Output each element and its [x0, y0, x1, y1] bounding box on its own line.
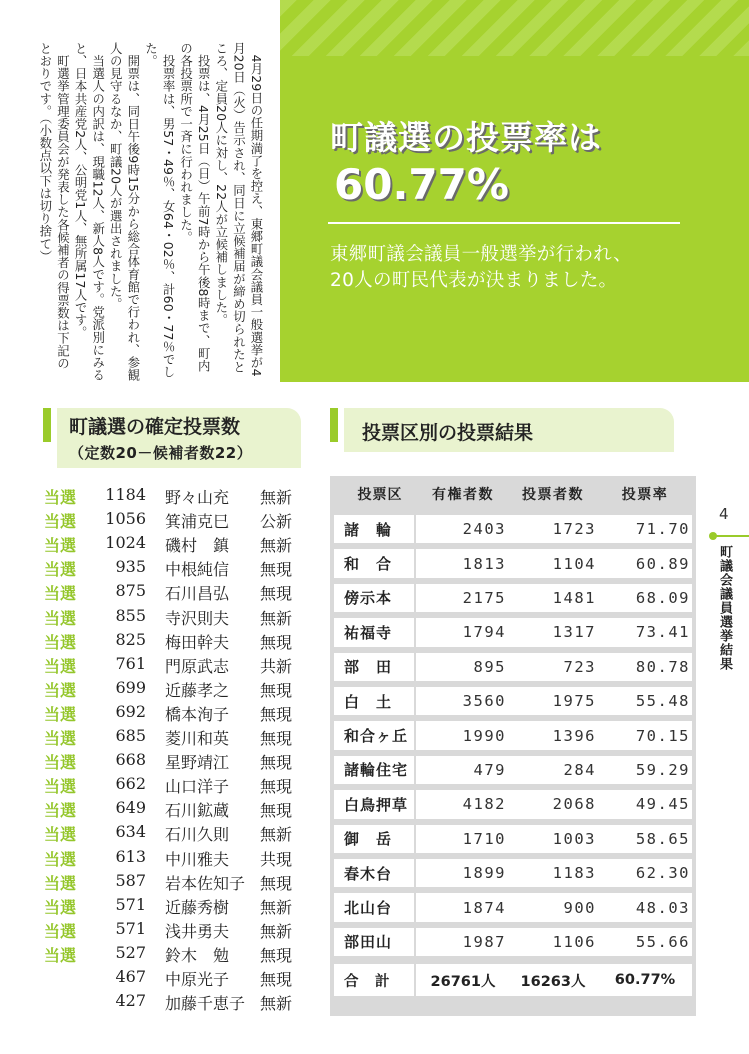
candidate-row — [0, 485, 330, 509]
table-row — [330, 615, 696, 649]
affiliation: 無新 — [260, 994, 293, 1014]
elected-mark: 当選 — [44, 704, 77, 724]
candidate-row — [0, 654, 330, 678]
vote-count: 692 — [115, 701, 146, 721]
district-name: 諸輪住宅 — [344, 761, 409, 780]
district-name: 祐福寺 — [344, 623, 393, 642]
candidates-heading — [43, 402, 301, 468]
vote-count: 1056 — [105, 509, 146, 529]
vote-count: 1184 — [105, 485, 146, 504]
affiliation: 無現 — [260, 584, 293, 604]
vote-count: 875 — [115, 581, 146, 601]
candidate-name: 中原光子 — [165, 970, 230, 989]
elected-mark: 当選 — [44, 753, 77, 773]
vote-count: 825 — [115, 629, 146, 649]
candidate-name: 近藤孝之 — [165, 680, 230, 700]
candidate-name: 浅井勇夫 — [165, 921, 230, 941]
district-name: 北山台 — [344, 899, 393, 918]
candidate-name: 岩本佐知子 — [165, 873, 246, 893]
candidate-name: 橋本洵子 — [165, 704, 230, 724]
voters: 2068 — [552, 795, 596, 814]
table-row — [330, 856, 696, 890]
voters: 1975 — [552, 692, 596, 711]
eligible-voters: 1874 — [462, 898, 506, 917]
turnout-rate: 60.89 — [635, 554, 690, 573]
elected-mark: 当選 — [44, 560, 77, 580]
elected-mark: 当選 — [44, 656, 77, 676]
candidates-subtitle: （定数20－候補者数22） — [69, 444, 253, 462]
elected-mark: 当選 — [44, 945, 77, 965]
voters: 1003 — [552, 829, 596, 848]
eligible-voters: 895 — [473, 657, 506, 676]
intro-paragraph: 4月29日の任期満了を控え、東郷町議会議員一般選挙が4月20日（火）告示され、同日に立候補届が締め切られたところ、定員20人に対し、22人が立候補しました。 — [213, 42, 264, 377]
voters: 1183 — [552, 864, 596, 883]
turnout-rate: 55.48 — [635, 692, 690, 711]
affiliation: 無新 — [260, 608, 293, 628]
candidate-row — [0, 606, 330, 630]
district-name: 御 岳 — [344, 830, 393, 849]
candidate-row — [0, 798, 330, 822]
vote-count: 761 — [115, 653, 146, 673]
district-name: 部田山 — [344, 933, 393, 952]
elected-mark: 当選 — [44, 632, 77, 652]
voters: 900 — [563, 898, 596, 917]
affiliation: 無現 — [260, 970, 293, 989]
district-name: 和合ヶ丘 — [344, 727, 409, 746]
candidate-row — [0, 726, 330, 750]
table-header-cell: 投票者数 — [522, 487, 584, 503]
side-tab-label: 町議会議員選挙結果 — [717, 545, 732, 671]
eligible-voters: 1794 — [462, 623, 506, 642]
affiliation: 共新 — [260, 656, 293, 676]
page-number: 4 — [719, 505, 729, 523]
elected-mark: 当選 — [44, 729, 77, 748]
elected-mark: 当選 — [44, 680, 77, 700]
elected-mark: 当選 — [44, 921, 77, 941]
district-name: 和 合 — [344, 555, 393, 574]
table-row — [330, 925, 696, 959]
voters: 1723 — [552, 520, 596, 539]
candidate-name: 加藤千恵子 — [165, 994, 246, 1014]
affiliation: 無現 — [260, 632, 293, 652]
affiliation: 公新 — [260, 512, 293, 532]
candidate-name: 箕浦克巳 — [165, 512, 230, 532]
intro-paragraph: 投票は、4月25日（日）午前7時から午後8時まで、町内の各投票所で一斉に行われました。 — [178, 42, 212, 373]
table-row — [330, 787, 696, 821]
affiliation: 無新 — [260, 825, 293, 845]
district-name: 白鳥押草 — [344, 795, 409, 814]
affiliation: 無現 — [260, 777, 293, 797]
elected-mark: 当選 — [44, 825, 77, 845]
elected-mark: 当選 — [44, 584, 77, 604]
turnout-rate: 70.15 — [635, 726, 690, 745]
voters: 1481 — [552, 588, 596, 607]
intro-paragraph: 開票は、同日午後9時15分から総合体育館で行われ、参観人の見守るなか、町議20人が選出されました。 — [108, 42, 141, 382]
vote-count: 634 — [115, 822, 146, 842]
candidate-name: 石川昌弘 — [165, 584, 230, 604]
eligible-voters: 2175 — [462, 588, 506, 607]
vote-count: 427 — [115, 991, 146, 1011]
turnout-rate: 73.41 — [635, 623, 690, 642]
candidate-row — [0, 557, 330, 581]
table-header-row — [330, 476, 696, 512]
candidate-name: 石川久則 — [165, 825, 230, 845]
hero-stripe-decoration — [280, 0, 749, 56]
vote-count: 662 — [115, 774, 146, 794]
affiliation: 無現 — [260, 704, 293, 724]
candidate-name: 中根純信 — [165, 560, 230, 580]
table-header-cell: 投票区 — [357, 487, 403, 503]
vote-count: 1024 — [105, 533, 146, 553]
voters: 1317 — [552, 623, 596, 642]
turnout-rate: 58.65 — [635, 829, 690, 848]
candidate-row — [0, 678, 330, 702]
district-name: 部 田 — [344, 658, 393, 677]
affiliation: 無新 — [260, 921, 293, 941]
vote-count: 935 — [115, 557, 146, 577]
eligible-voters: 479 — [473, 760, 506, 779]
candidate-row — [0, 533, 330, 557]
affiliation: 無現 — [260, 560, 293, 580]
candidate-row — [0, 509, 330, 533]
turnout-rate: 71.70 — [635, 520, 690, 539]
district-title: 投票区別の投票結果 — [362, 422, 534, 444]
candidate-row — [0, 750, 330, 774]
voters: 1104 — [552, 554, 596, 573]
district-heading — [330, 402, 720, 458]
elected-mark: 当選 — [44, 849, 77, 869]
eligible-voters: 1987 — [462, 932, 506, 951]
candidate-row — [0, 991, 330, 1015]
elected-mark: 当選 — [44, 608, 77, 628]
hero-subtitle-line-1: 東郷町議会議員一般選挙が行われ、 — [330, 244, 632, 265]
district-name: 白 土 — [344, 692, 393, 711]
voters: 1396 — [552, 726, 596, 745]
eligible-voters: 3560 — [462, 692, 506, 711]
elected-mark: 当選 — [44, 801, 77, 821]
turnout-rate: 59.29 — [635, 760, 690, 779]
candidate-row — [0, 847, 330, 871]
eligible-voters: 26761人 — [430, 973, 496, 990]
affiliation: 無新 — [260, 897, 293, 917]
vote-count: 587 — [115, 870, 146, 890]
elected-mark: 当選 — [44, 897, 77, 917]
table-header-cell: 有権者数 — [432, 487, 494, 503]
candidate-name: 寺沢則夫 — [165, 608, 230, 628]
vote-count: 685 — [115, 726, 146, 745]
table-row — [330, 753, 696, 787]
side-tab-line — [715, 535, 749, 537]
voters: 1106 — [552, 932, 596, 951]
district-name: 傍示本 — [344, 589, 393, 608]
vote-count: 699 — [115, 677, 146, 697]
candidate-row — [0, 774, 330, 798]
eligible-voters: 4182 — [462, 795, 506, 814]
affiliation: 無現 — [260, 680, 293, 700]
elected-mark: 当選 — [44, 536, 77, 556]
candidate-row — [0, 943, 330, 967]
affiliation: 無現 — [260, 801, 293, 821]
candidate-name: 山口洋子 — [165, 777, 230, 797]
district-results-table — [330, 476, 696, 1016]
table-row — [330, 650, 696, 684]
candidate-name: 野々山充 — [165, 488, 230, 507]
turnout-rate: 68.09 — [635, 588, 690, 607]
candidate-name: 梅田幹夫 — [165, 632, 230, 652]
table-row — [330, 512, 696, 546]
intro-paragraph: 投票率は、男57・49％、女64・02％、計60・77％でした。 — [143, 42, 177, 379]
candidate-name: 鈴木 勉 — [165, 945, 230, 965]
affiliation: 無現 — [260, 873, 293, 893]
table-row — [330, 890, 696, 924]
turnout-rate: 80.78 — [635, 657, 690, 676]
elected-mark: 当選 — [44, 777, 77, 797]
turnout-rate: 55.66 — [635, 932, 690, 951]
affiliation: 無現 — [260, 945, 293, 965]
intro-paragraph: 当選人の内訳は、現職12人、新人8人です。党派別にみると、日本共産党2人、公明党1人、無所属17人です。 — [73, 42, 106, 382]
candidate-name: 菱川和英 — [165, 729, 230, 748]
heading-accent-bar — [330, 408, 338, 442]
intro-paragraph: 町選挙管理委員会が発表した各候補者の得票数は下記のとおりです。（小数点以下は切り捨て） — [37, 42, 71, 370]
eligible-voters: 1990 — [462, 726, 506, 745]
candidate-row — [0, 895, 330, 919]
vote-count: 613 — [115, 846, 146, 866]
voters: 16263人 — [520, 973, 586, 990]
candidate-name: 磯村 鎮 — [165, 536, 230, 556]
affiliation: 無現 — [260, 753, 293, 773]
elected-mark: 当選 — [44, 873, 77, 893]
hero-turnout-rate: 60.77% — [334, 160, 509, 209]
district-name: 春木台 — [344, 864, 393, 883]
vote-count: 571 — [115, 918, 146, 938]
candidate-name: 石川鉱蔵 — [165, 801, 230, 821]
hero-divider — [328, 222, 680, 224]
candidates-title: 町議選の確定投票数 — [69, 416, 241, 438]
voters: 284 — [563, 760, 596, 779]
candidate-row — [0, 702, 330, 726]
turnout-rate: 48.03 — [635, 898, 690, 917]
intro-text — [20, 42, 265, 382]
hero-title: 町議選の投票率は — [330, 118, 602, 157]
eligible-voters: 2403 — [462, 520, 506, 539]
affiliation: 無新 — [260, 536, 293, 556]
candidate-row — [0, 967, 330, 991]
candidate-row — [0, 581, 330, 605]
candidate-name: 星野靖江 — [165, 753, 230, 773]
vote-count: 467 — [115, 967, 146, 986]
candidate-row — [0, 919, 330, 943]
voters: 723 — [563, 657, 596, 676]
table-row — [330, 718, 696, 752]
table-header-cell: 投票率 — [621, 487, 669, 503]
district-name: 合 計 — [344, 973, 391, 990]
vote-count: 649 — [115, 798, 146, 818]
turnout-rate: 62.30 — [635, 864, 690, 883]
district-name: 諸 輪 — [344, 520, 393, 539]
candidate-row — [0, 822, 330, 846]
affiliation: 共現 — [260, 849, 293, 869]
side-tab — [703, 505, 749, 685]
vote-count: 571 — [115, 894, 146, 914]
elected-mark: 当選 — [44, 488, 77, 507]
table-row — [330, 684, 696, 718]
heading-accent-bar — [43, 408, 51, 442]
eligible-voters: 1710 — [462, 829, 506, 848]
vote-count: 527 — [115, 942, 146, 962]
vote-count: 855 — [115, 605, 146, 625]
candidate-name: 門原武志 — [165, 656, 230, 676]
turnout-rate: 60.77% — [614, 972, 676, 989]
candidate-name: 中川雅夫 — [165, 849, 230, 869]
turnout-rate: 49.45 — [635, 795, 690, 814]
elected-mark: 当選 — [44, 512, 77, 532]
candidate-row — [0, 871, 330, 895]
eligible-voters: 1899 — [462, 864, 506, 883]
table-total-row — [330, 961, 696, 999]
affiliation: 無現 — [260, 729, 293, 748]
hero-subtitle-line-2: 20人の町民代表が決まりました。 — [330, 270, 618, 291]
candidate-name: 近藤秀樹 — [165, 897, 230, 917]
table-row — [330, 581, 696, 615]
eligible-voters: 1813 — [462, 554, 506, 573]
affiliation: 無新 — [260, 488, 293, 507]
candidate-row — [0, 630, 330, 654]
table-row — [330, 822, 696, 856]
vote-count: 668 — [115, 750, 146, 770]
table-row — [330, 546, 696, 580]
